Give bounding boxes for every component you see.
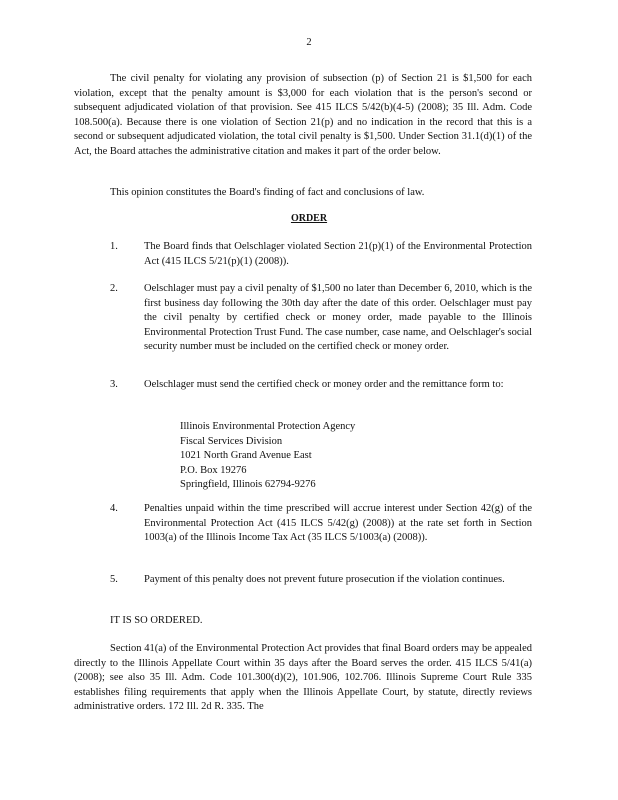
civil-penalty-paragraph: The civil penalty for violating any provision of subsection (p) of Section 21 is $1,500 for each violation, except that the penalty amount is $3,000 for each violation that is the person's second or subsequent adjudicated violation of that provision. See 415 ILCS 5/42(b)(4-5) (2008); 35 Ill. Adm. Code 108.500(a). Because there is one violation of Section 21(p) and no indication in the record that this is a second or subsequent adjudicated violation, the total civil penalty is $1,500. Under Section 31.1(d)(1) of the Act, the Board attaches the administrative citation and makes it part of the order below. <box>74 73 532 157</box>
address-line: Illinois Environmental Protection Agency <box>180 421 356 432</box>
order-item-number: 4. <box>110 503 118 514</box>
address-line: Fiscal Services Division <box>180 435 283 447</box>
appeal-paragraph: Section 41(a) of the Environmental Protection Act provides that final Board orders may be appealed directly to the Illinois Appellate Court within 35 days after the Board serves the order. 415 ILCS 5/41(a) (2008); see also 35 Ill. Adm. Code 101.300(d)(2), 101.906, 102.706. Illinois Supreme Court Rule 335 establishes filing requirements that apply when the Illinois Appellate Court, by statute, directly reviews administrative orders. 172 Ill. 2d R. 335. The <box>74 643 532 712</box>
order-item-text: The Board finds that Oelschlager violated Section 21(p)(1) of the Environmental Protection Act (415 ILCS 5/21(p)(1) (2008)). <box>144 241 532 267</box>
findings-paragraph: This opinion constitutes the Board's finding of fact and conclusions of law. <box>110 187 425 198</box>
page-number: 2 <box>306 37 312 48</box>
address-line: P.O. Box 19276 <box>180 464 247 476</box>
order-item-number: 1. <box>110 241 118 252</box>
order-item-number: 2. <box>110 283 118 294</box>
order-heading: ORDER <box>290 213 328 224</box>
order-item-text: Penalties unpaid within the time prescribed will accrue interest under Section 42(g) of the Environmental Protection Act (415 ILCS 5/42(g) (2008)) at the rate set forth in Section 1003(a) of the Illinois Income Tax Act (35 ILCS 5/1003(a) (2008)). <box>144 503 532 543</box>
address-line: Springfield, Illinois 62794-9276 <box>180 479 316 490</box>
so-ordered-statement: IT IS SO ORDERED. <box>110 615 203 626</box>
order-item-number: 5. <box>110 574 118 585</box>
order-item-number: 3. <box>110 379 118 390</box>
address-line: 1021 North Grand Avenue East <box>180 450 312 461</box>
mailing-address <box>180 420 355 493</box>
order-item-text: Payment of this penalty does not prevent future prosecution if the violation continues. <box>144 574 505 585</box>
order-item-text: Oelschlager must send the certified check or money order and the remittance form to: <box>144 379 504 390</box>
order-item-text: Oelschlager must pay a civil penalty of $1,500 no later than December 6, 2010, which is the first business day following the 30th day after the date of this order. Oelschlager must pay the civil penalty by certified check or money order, made payable to the Illinois Environmental Protection Trust Fund. The case number, case name, and Oelschlager's social security number must be included on the certified check or money order. <box>144 283 532 352</box>
